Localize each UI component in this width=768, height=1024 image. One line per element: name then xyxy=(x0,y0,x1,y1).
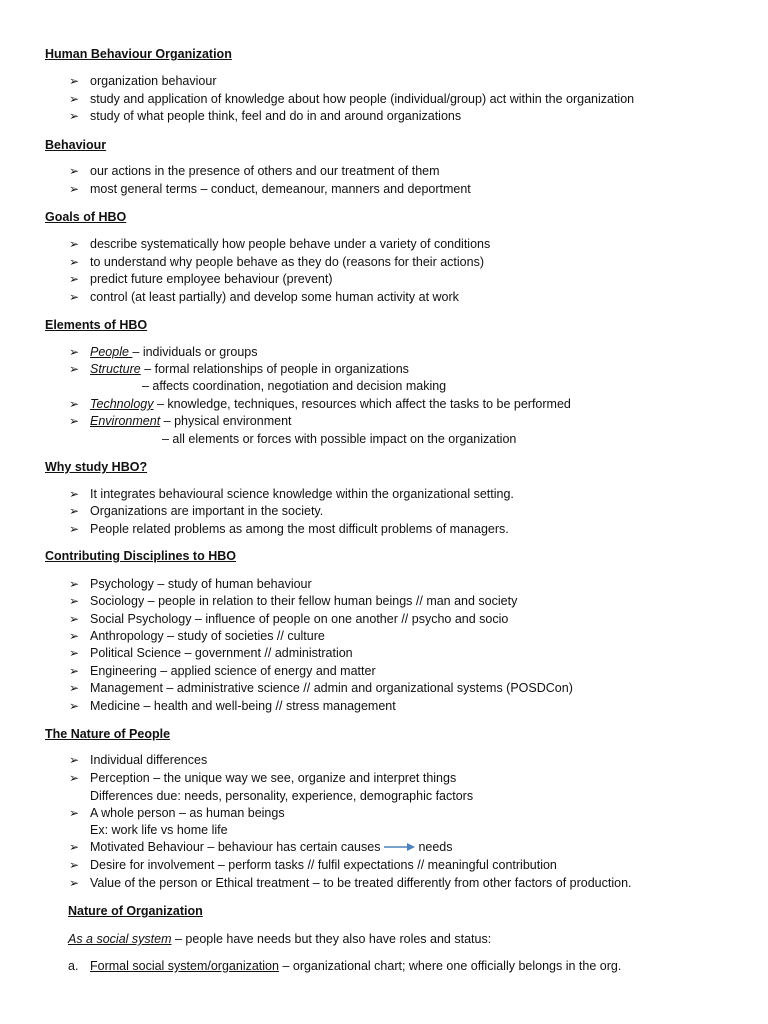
list-letter: a. xyxy=(68,959,79,973)
right-arrow-icon xyxy=(382,841,416,855)
arrow-bullet-icon: ➢ xyxy=(69,272,80,286)
section-heading-nature-people: The Nature of People xyxy=(45,727,171,741)
arrow-bullet-icon: ➢ xyxy=(69,164,80,178)
list-item: ➢ organization behaviour xyxy=(69,74,217,88)
arrow-bullet-icon: ➢ xyxy=(69,594,80,608)
list-item: ➢ study of what people think, feel and do in and around organizations xyxy=(69,109,462,123)
term-environment: Environment xyxy=(90,414,161,428)
list-item: a. Formal social system/organization – organizational chart; where one officially belongs in the org. xyxy=(68,959,622,973)
list-item-continuation: Ex: work life vs home life xyxy=(90,823,228,837)
list-item: ➢ Technology – knowledge, techniques, resources which affect the tasks to be performed xyxy=(69,397,571,411)
arrow-bullet-icon: ➢ xyxy=(69,109,80,123)
list-item: ➢ our actions in the presence of others and our treatment of them xyxy=(69,164,440,178)
arrow-bullet-icon: ➢ xyxy=(69,255,80,269)
arrow-bullet-icon: ➢ xyxy=(69,840,80,854)
term-formal-social-system: Formal social system/organization xyxy=(90,959,279,973)
arrow-bullet-icon: ➢ xyxy=(69,92,80,106)
list-item: ➢ Engineering – applied science of energy and matter xyxy=(69,664,376,678)
arrow-bullet-icon: ➢ xyxy=(69,182,80,196)
arrow-bullet-icon: ➢ xyxy=(69,858,80,872)
list-item: ➢ Management – administrative science // admin and organizational systems (POSDCon) xyxy=(69,681,573,695)
term-technology: Technology xyxy=(90,397,154,411)
list-item: ➢ Medicine – health and well-being // stress management xyxy=(69,699,396,713)
arrow-bullet-icon: ➢ xyxy=(69,612,80,626)
list-item: ➢ Political Science – government // administration xyxy=(69,646,353,660)
arrow-bullet-icon: ➢ xyxy=(69,753,80,767)
list-item: ➢ most general terms – conduct, demeanour, manners and deportment xyxy=(69,182,471,196)
arrow-bullet-icon: ➢ xyxy=(69,646,80,660)
list-item: ➢ Organizations are important in the society. xyxy=(69,504,324,518)
arrow-bullet-icon: ➢ xyxy=(69,290,80,304)
list-item: ➢ predict future employee behaviour (prevent) xyxy=(69,272,333,286)
arrow-bullet-icon: ➢ xyxy=(69,771,80,785)
arrow-bullet-icon: ➢ xyxy=(69,699,80,713)
list-item: ➢ Psychology – study of human behaviour xyxy=(69,577,312,591)
list-item: ➢ A whole person – as human beings xyxy=(69,806,285,820)
list-item: ➢ Structure – formal relationships of people in organizations xyxy=(69,362,409,376)
arrow-bullet-icon: ➢ xyxy=(69,397,80,411)
list-item-continuation: – all elements or forces with possible impact on the organization xyxy=(162,432,517,446)
section-heading-why: Why study HBO? xyxy=(45,460,148,474)
list-item-continuation: Differences due: needs, personality, experience, demographic factors xyxy=(90,789,474,803)
list-item: ➢ Perception – the unique way we see, organize and interpret things xyxy=(69,771,457,785)
arrow-bullet-icon: ➢ xyxy=(69,74,80,88)
section-heading-elements: Elements of HBO xyxy=(45,318,148,332)
list-item-continuation: – affects coordination, negotiation and decision making xyxy=(142,379,447,393)
section-heading-hbo: Human Behaviour Organization xyxy=(45,47,232,61)
arrow-bullet-icon: ➢ xyxy=(69,876,80,890)
arrow-bullet-icon: ➢ xyxy=(69,414,80,428)
arrow-bullet-icon: ➢ xyxy=(69,237,80,251)
list-item: ➢ Desire for involvement – perform tasks // fulfil expectations // meaningful contribution xyxy=(69,858,557,872)
arrow-bullet-icon: ➢ xyxy=(69,629,80,643)
list-item: ➢ describe systematically how people behave under a variety of conditions xyxy=(69,237,491,251)
term-people: People xyxy=(90,345,133,359)
social-system-line: As a social system – people have needs but they also have roles and status: xyxy=(68,932,492,946)
list-item: ➢ People related problems as among the most difficult problems of managers. xyxy=(69,522,509,536)
arrow-bullet-icon: ➢ xyxy=(69,681,80,695)
arrow-bullet-icon: ➢ xyxy=(69,806,80,820)
section-heading-goals: Goals of HBO xyxy=(45,210,127,224)
list-item: ➢ Environment – physical environment xyxy=(69,414,292,428)
list-item: ➢ People – individuals or groups xyxy=(69,345,258,359)
term-structure: Structure xyxy=(90,362,141,376)
term-social-system: As a social system xyxy=(68,932,172,946)
arrow-bullet-icon: ➢ xyxy=(69,664,80,678)
list-item: ➢ to understand why people behave as they do (reasons for their actions) xyxy=(69,255,484,269)
arrow-bullet-icon: ➢ xyxy=(69,345,80,359)
arrow-bullet-icon: ➢ xyxy=(69,504,80,518)
list-item: ➢ study and application of knowledge about how people (individual/group) act within the organization xyxy=(69,92,635,106)
arrow-bullet-icon: ➢ xyxy=(69,577,80,591)
arrow-bullet-icon: ➢ xyxy=(69,522,80,536)
section-heading-behaviour: Behaviour xyxy=(45,138,107,152)
list-item: ➢ control (at least partially) and develop some human activity at work xyxy=(69,290,459,304)
section-heading-disciplines: Contributing Disciplines to HBO xyxy=(45,549,236,563)
list-item: ➢ Motivated Behaviour – behaviour has certain causes needs xyxy=(69,840,453,854)
section-heading-nature-organization: Nature of Organization xyxy=(68,904,203,918)
list-item: ➢ Sociology – people in relation to their fellow human beings // man and society xyxy=(69,594,518,608)
arrow-bullet-icon: ➢ xyxy=(69,362,80,376)
list-item: ➢ Individual differences xyxy=(69,753,208,767)
list-item: ➢ It integrates behavioural science knowledge within the organizational setting. xyxy=(69,487,514,501)
arrow-bullet-icon: ➢ xyxy=(69,487,80,501)
list-item: ➢ Social Psychology – influence of people on one another // psycho and socio xyxy=(69,612,509,626)
list-item: ➢ Anthropology – study of societies // culture xyxy=(69,629,325,643)
list-item: ➢ Value of the person or Ethical treatment – to be treated differently from other factors of production. xyxy=(69,876,632,890)
